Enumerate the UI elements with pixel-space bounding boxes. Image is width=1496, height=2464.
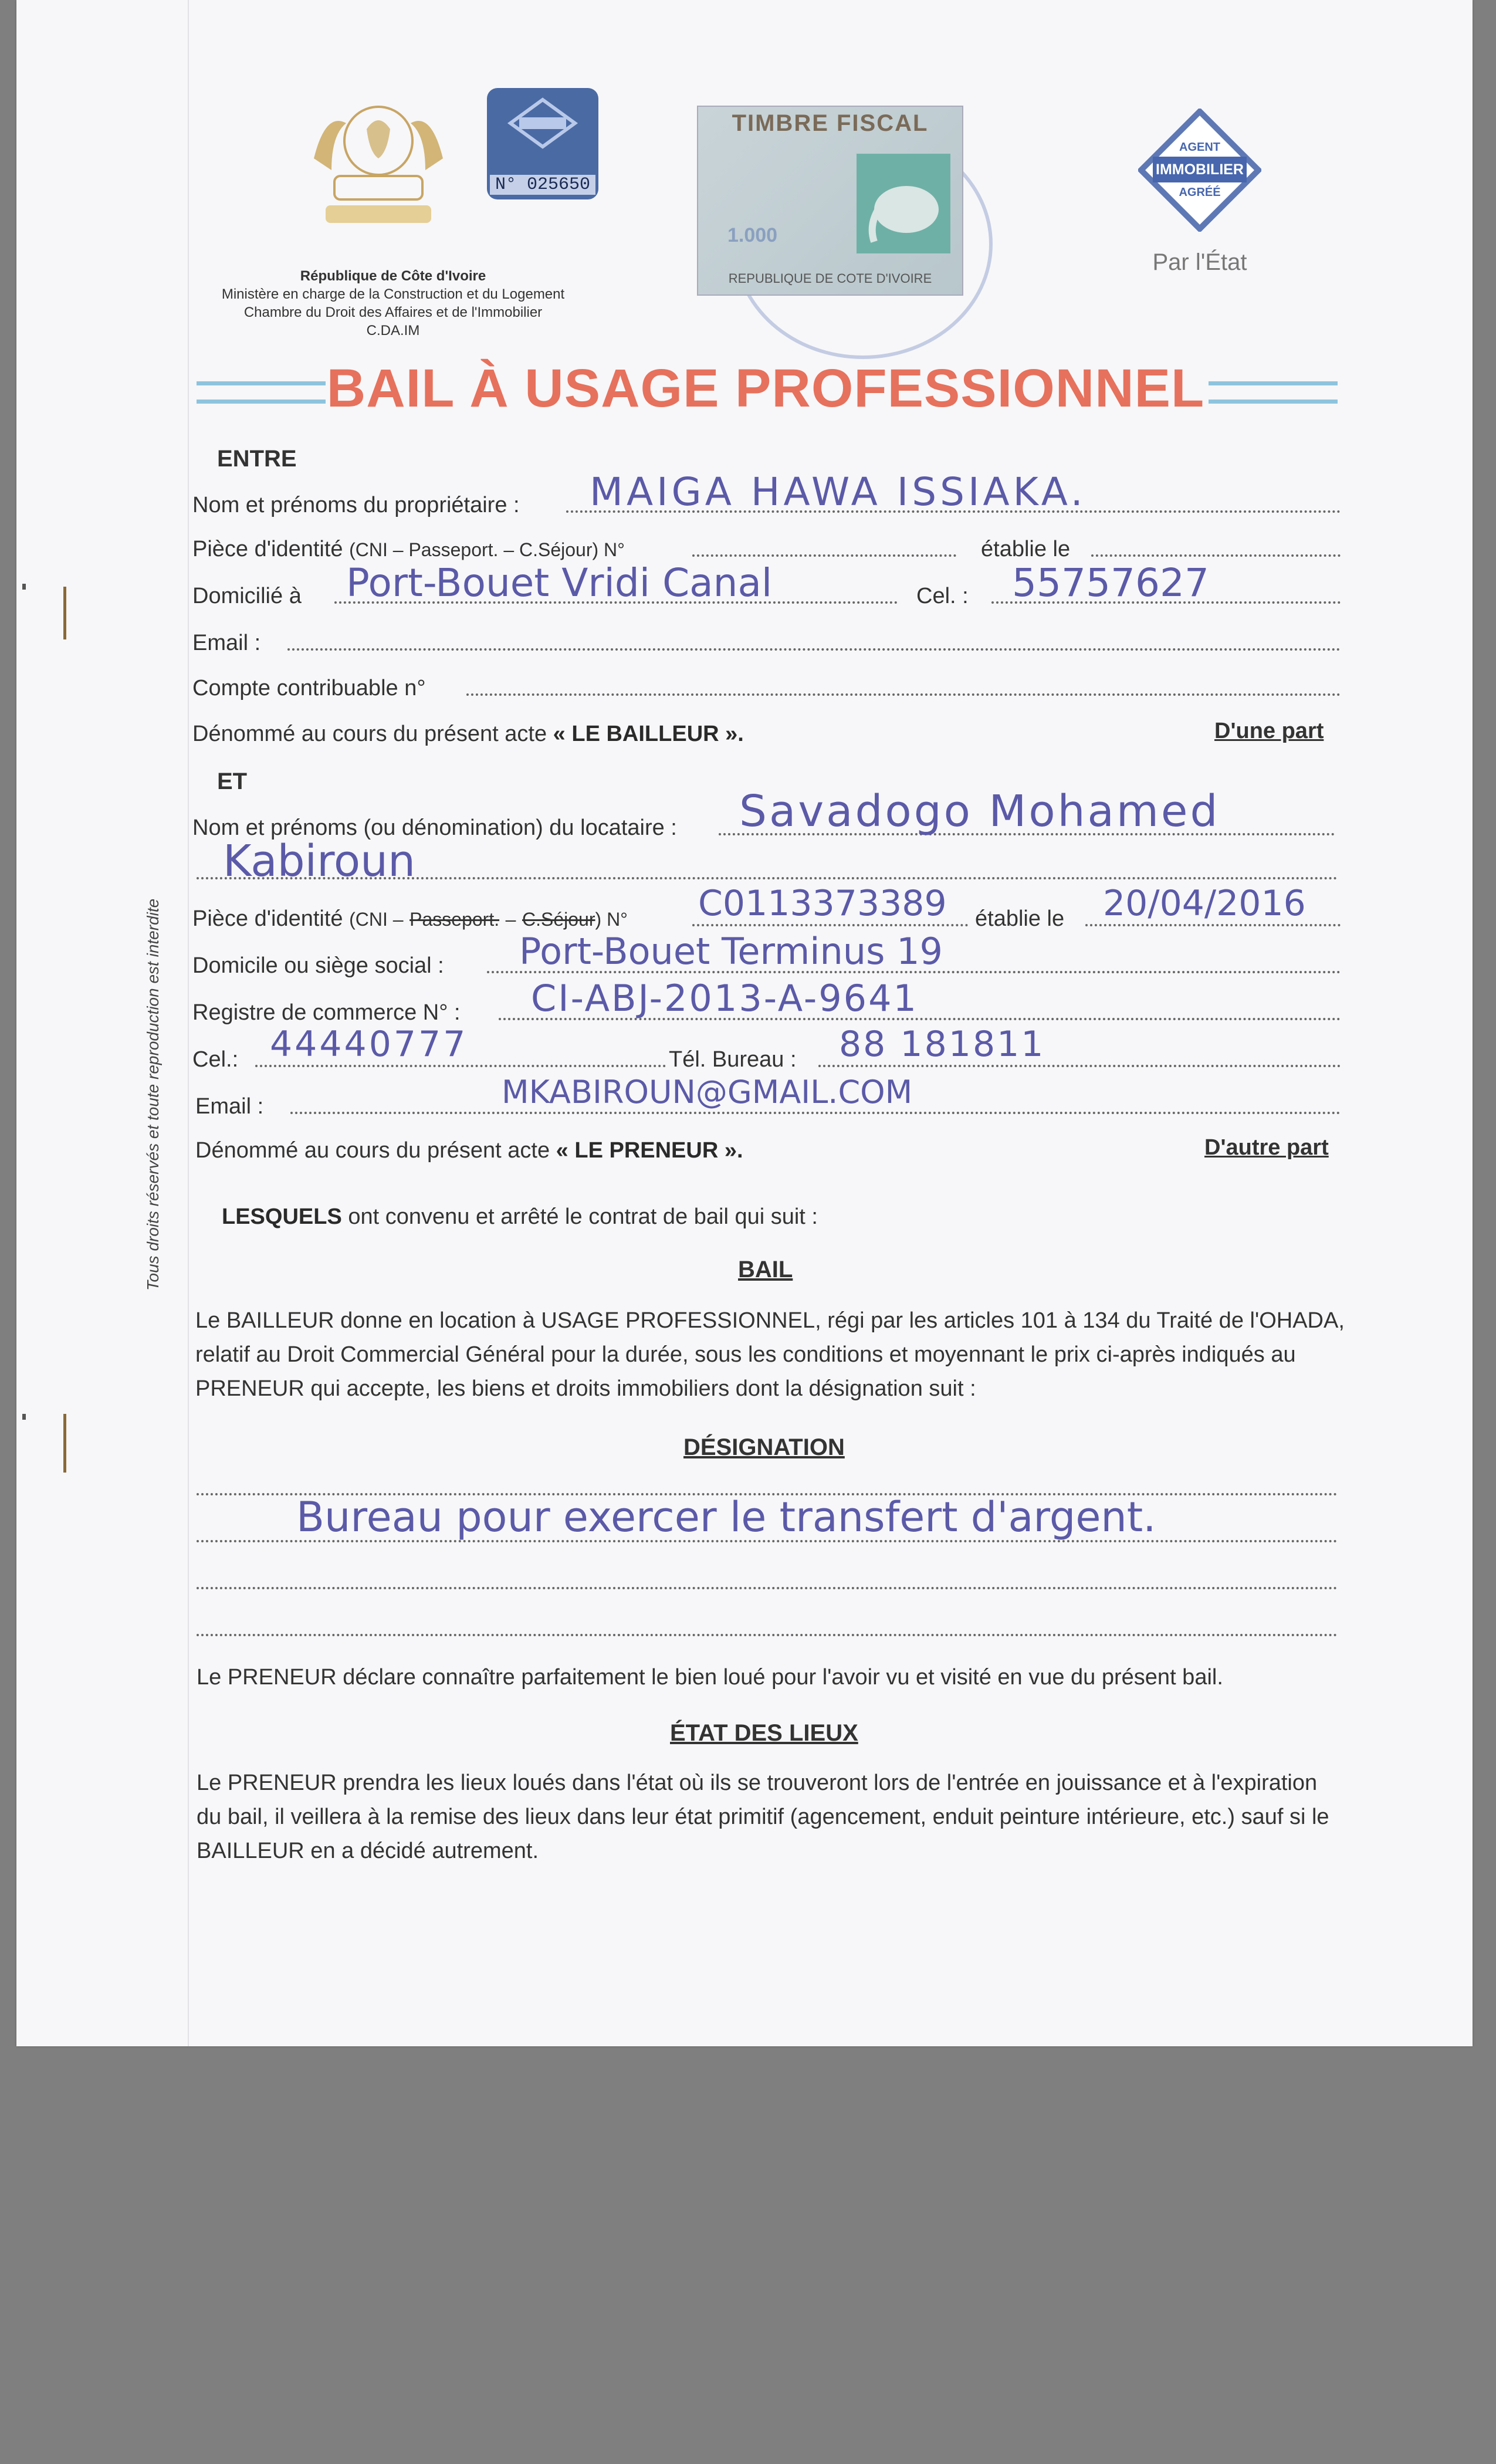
owner-compte-label: Compte contribuable n° [192, 676, 426, 700]
etat-heading: ÉTAT DES LIEUX [670, 1720, 858, 1746]
tenant-name-value-2: Kabiroun [223, 836, 415, 886]
agent-line1: AGENT [1179, 141, 1220, 154]
chamber-stamp [487, 88, 598, 199]
fiscal-stamp-country: REPUBLIQUE DE COTE D'IVOIRE [728, 271, 932, 286]
tenant-id-dots [692, 924, 968, 926]
owner-compte-dots [466, 693, 1341, 696]
staple-bottom [63, 1414, 66, 1473]
tenant-cel-label: Cel.: [192, 1047, 239, 1072]
tenant-id-value: C0113373389 [698, 883, 947, 924]
tenant-etablie-dots [1085, 924, 1341, 926]
chamber-stamp-emblem [487, 88, 598, 158]
preneur-denomme-value: « LE PRENEUR ». [556, 1138, 743, 1163]
tenant-email-dots [290, 1112, 1341, 1114]
agent-line2: IMMOBILIER [1156, 161, 1244, 178]
tenant-name-label: Nom et prénoms (ou dénomination) du locataire : [192, 815, 677, 840]
header-authority [188, 267, 598, 340]
owner-domicile-label: Domicilié à [192, 584, 302, 608]
punch-mark [22, 1414, 26, 1420]
stamp-number: N° 025650 [490, 175, 595, 195]
bailleur-denomme-row [192, 722, 744, 747]
tenant-email-value: MKABIROUN@GMAIL.COM [502, 1074, 913, 1111]
tenant-tel-label: Tél. Bureau : [669, 1047, 797, 1072]
bailleur-denomme-value: « LE BAILLEUR ». [553, 722, 744, 746]
designation-value: Bureau pour exercer le transfert d'argent. [296, 1493, 1156, 1541]
tenant-etablie-label: établie le [975, 906, 1065, 931]
agent-immobilier-badge [1138, 109, 1261, 232]
owner-name-value: MAIGA HAWA ISSIAKA. [590, 469, 1087, 515]
side-note: Tous droits réservés et toute reproduction est interdite [144, 898, 162, 1291]
preneur-denomme-row [195, 1138, 743, 1163]
bailleur-part: D'une part [1214, 719, 1324, 743]
designation-dots-4 [197, 1634, 1338, 1636]
owner-email-label: Email : [192, 631, 261, 655]
tenant-tel-dots [818, 1065, 1341, 1067]
tenant-domicile-value: Port-Bouet Terminus 19 [519, 930, 943, 973]
elephant-icon [857, 154, 950, 253]
designation-heading: DÉSIGNATION [683, 1434, 845, 1460]
bailleur-denomme-prefix: Dénommé au cours du présent acte [192, 722, 547, 746]
owner-etablie-label: établie le [981, 537, 1071, 561]
header-sigle: C.DA.IM [366, 323, 420, 339]
owner-id-row [192, 537, 625, 562]
document-title: BAIL À USAGE PROFESSIONNEL [326, 358, 1205, 418]
owner-email-dots [287, 648, 1341, 651]
fiscal-stamp-title: TIMBRE FISCAL [732, 110, 929, 136]
staple-top [63, 587, 66, 639]
owner-cel-value: 55757627 [1012, 560, 1209, 605]
tenant-id-close: ) N° [595, 909, 628, 930]
punch-mark [22, 584, 26, 590]
preneur-denomme-prefix: Dénommé au cours du présent acte [195, 1138, 550, 1163]
designation-text: Le PRENEUR déclare connaître parfaitement le bien loué pour l'avoir vu et visité en vue du présent bail. [197, 1665, 1223, 1690]
lesquels-row [222, 1204, 818, 1230]
tenant-name-value: Savadogo Mohamed [739, 786, 1220, 837]
tenant-domicile-label: Domicile ou siège social : [192, 953, 444, 978]
bail-text: Le BAILLEUR donne en location à USAGE PROFESSIONNEL, régi par les articles 101 à 134 du Traité de l'OHADA, relatif au Droit Commercial Général pour la durée, sous les conditions et moyennant le prix ci-après indiqués au PRENEUR qui accepte, les biens et droits immobiliers dont la désignation suit : [195, 1308, 1345, 1401]
owner-domicile-value: Port-Bouet Vridi Canal [346, 560, 773, 605]
header-republique: République de Côte d'Ivoire [300, 268, 486, 284]
tenant-tel-value: 88 181811 [839, 1024, 1045, 1065]
entre-label: ENTRE [217, 446, 297, 472]
et-label: ET [217, 769, 248, 794]
bail-heading: BAIL [738, 1257, 793, 1282]
owner-name-label: Nom et prénoms du propriétaire : [192, 493, 520, 517]
owner-cel-label: Cel. : [916, 584, 969, 608]
preneur-part: D'autre part [1204, 1135, 1329, 1160]
par-etat: Par l'État [1152, 249, 1247, 275]
owner-etablie-dots [1091, 554, 1341, 557]
tenant-registre-value: CI-ABJ-2013-A-9641 [531, 977, 918, 1020]
tenant-cel-value: 44440777 [270, 1024, 468, 1065]
tenant-id-sejour: C.Séjour [522, 909, 595, 930]
tenant-id-passeport: Passeport. [409, 909, 500, 930]
designation-dots-3 [197, 1587, 1338, 1589]
tenant-etablie-value: 20/04/2016 [1103, 883, 1306, 924]
header-ministere: Ministère en charge de la Construction et du Logement [221, 286, 565, 302]
tenant-cel-dots [255, 1065, 666, 1067]
fiscal-stamp [697, 106, 963, 296]
tenant-id-row [192, 906, 628, 932]
coat-of-arms-seal [290, 88, 466, 246]
owner-id-types: (CNI – Passeport. – C.Séjour) N° [349, 539, 625, 560]
lesquels-bold: LESQUELS [222, 1204, 342, 1229]
agent-line3: AGRÉÉ [1179, 186, 1221, 199]
header-chambre: Chambre du Droit des Affaires et de l'Immobilier [243, 304, 543, 320]
etat-text: Le PRENEUR prendra les lieux loués dans l'état où ils se trouveront lors de l'entrée en jouissance et à l'expiration du bail, il veillera à la remise des lieux dans leur état primitif (agencement, enduit peinture intérieure, etc.) sauf si le BAILLEUR en a décidé autrement. [197, 1771, 1329, 1863]
tenant-id-cni: (CNI – [349, 909, 404, 930]
owner-id-dots [692, 554, 956, 557]
tenant-id-dash: – [505, 909, 516, 930]
owner-id-label: Pièce d'identité [192, 537, 343, 561]
tenant-email-label: Email : [195, 1094, 264, 1119]
lesquels-rest: ont convenu et arrêté le contrat de bail qui suit : [348, 1204, 818, 1229]
fiscal-stamp-value: 1.000 [727, 224, 778, 246]
tenant-registre-label: Registre de commerce N° : [192, 1000, 461, 1025]
tenant-id-label: Pièce d'identité [192, 906, 343, 931]
